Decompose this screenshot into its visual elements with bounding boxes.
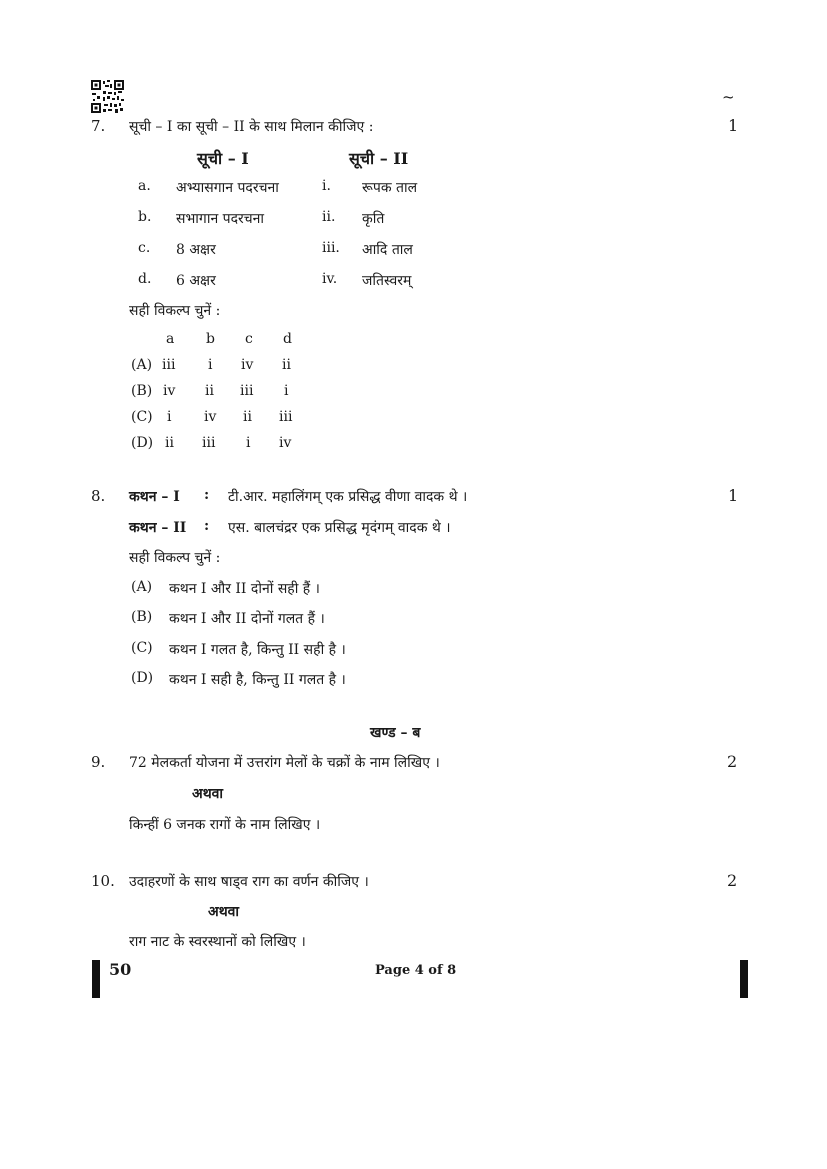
q7-row-a-right-label: i. — [322, 178, 331, 194]
q10-alternative: राग नाट के स्वरस्थानों को लिखिए । — [129, 934, 306, 950]
q7-row-d-right-label: iv. — [322, 271, 338, 287]
q7-row-c-label: c. — [138, 240, 151, 256]
q7-option-a-val-a: iii — [162, 357, 176, 373]
q9-text: 72 मेलकर्ता योजना में उत्तरांग मेलों के चक्रों के नाम लिखिए । — [129, 755, 440, 771]
section-title: खण्ड – ब — [370, 725, 421, 741]
q8-option-a-label: (A) — [131, 579, 153, 595]
q8-option-d-label: (D) — [131, 670, 154, 686]
footer-right-bar — [740, 960, 748, 998]
header-tilde: ~ — [722, 88, 735, 106]
q7-option-a-val-c: iv — [241, 357, 254, 373]
q7-option-c-val-d: iii — [279, 409, 293, 425]
q7-text: सूची – I का सूची – II के साथ मिलान कीजिए : — [129, 119, 374, 135]
q7-row-a-label: a. — [138, 178, 151, 194]
q7-option-c-label: (C) — [131, 409, 153, 425]
q8-option-b-text: कथन I और II दोनों गलत हैं । — [169, 611, 325, 627]
q7-opt-head-c: c — [245, 331, 253, 347]
q7-option-c-val-c: ii — [243, 409, 252, 425]
q7-opt-head-b: b — [206, 331, 215, 347]
q7-option-a-val-b: i — [208, 357, 213, 373]
q7-marks: 1 — [728, 116, 739, 135]
q8-option-c-label: (C) — [131, 640, 153, 656]
q7-col2-heading: सूची – II — [349, 149, 409, 168]
q7-row-b-right-label: ii. — [322, 209, 336, 225]
q7-option-d-val-b: iii — [202, 435, 216, 451]
q8-option-c-text: कथन I गलत है, किन्तु II सही है । — [169, 642, 346, 658]
q7-option-d-label: (D) — [131, 435, 154, 451]
q7-col1-heading: सूची – I — [197, 149, 249, 168]
q7-row-b-right-text: कृति — [362, 211, 385, 227]
q7-option-b-val-c: iii — [240, 383, 254, 399]
q9-alternative: किन्हीं 6 जनक रागों के नाम लिखिए । — [129, 817, 321, 833]
q7-option-d-val-d: iv — [279, 435, 292, 451]
q7-option-b-val-d: i — [284, 383, 289, 399]
q8-statement2-text: एस. बालचंद्रर एक प्रसिद्ध मृदंगम् वादक थे । — [228, 520, 451, 536]
q8-option-a-text: कथन I और II दोनों सही हैं । — [169, 581, 320, 597]
q8-option-b-label: (B) — [131, 609, 153, 625]
q7-row-c-text: 8 अक्षर — [176, 242, 216, 258]
q7-row-a-text: अभ्यासगान पदरचना — [176, 180, 279, 196]
q7-row-d-right-text: जतिस्वरम् — [362, 273, 412, 289]
q8-option-d-text: कथन I सही है, किन्तु II गलत है । — [169, 672, 346, 688]
q8-statement2-colon: : — [204, 518, 210, 534]
q9-marks: 2 — [727, 752, 738, 771]
q7-row-d-label: d. — [138, 271, 152, 287]
q7-option-a-label: (A) — [131, 357, 153, 373]
footer-page-number: Page 4 of 8 — [375, 963, 457, 978]
q7-number: 7. — [91, 117, 106, 135]
q7-option-a-val-d: ii — [282, 357, 291, 373]
q7-choose-prompt: सही विकल्प चुनें : — [129, 303, 221, 319]
q7-row-b-label: b. — [138, 209, 152, 225]
q8-statement1-label: कथन – I — [129, 489, 180, 505]
q7-option-c-val-b: iv — [204, 409, 217, 425]
q7-option-c-val-a: i — [167, 409, 172, 425]
q10-or: अथवा — [208, 904, 240, 920]
q7-row-b-text: सभागान पदरचना — [176, 211, 265, 227]
q8-number: 8. — [91, 487, 106, 505]
q10-marks: 2 — [727, 871, 738, 890]
q7-row-a-right-text: रूपक ताल — [362, 180, 418, 196]
q8-choose-prompt: सही विकल्प चुनें : — [129, 550, 221, 566]
q10-text: उदाहरणों के साथ षाड्व राग का वर्णन कीजिए । — [129, 874, 369, 890]
q7-row-c-right-text: आदि ताल — [362, 242, 413, 258]
qr-code — [91, 80, 124, 113]
q8-statement1-text: टी.आर. महालिंगम् एक प्रसिद्ध वीणा वादक थे । — [228, 489, 468, 505]
q7-option-b-val-b: ii — [205, 383, 214, 399]
q9-or: अथवा — [192, 786, 224, 802]
q7-opt-head-a: a — [166, 331, 175, 347]
q7-row-d-text: 6 अक्षर — [176, 273, 216, 289]
q7-option-d-val-c: i — [246, 435, 251, 451]
footer-left-bar — [92, 960, 100, 998]
q7-row-c-right-label: iii. — [322, 240, 340, 256]
q8-statement2-label: कथन – II — [129, 520, 187, 536]
q9-number: 9. — [91, 753, 106, 771]
q10-number: 10. — [91, 872, 115, 890]
q7-option-b-label: (B) — [131, 383, 153, 399]
q7-option-b-val-a: iv — [163, 383, 176, 399]
q8-statement1-colon: : — [204, 487, 210, 503]
q7-opt-head-d: d — [283, 331, 292, 347]
q7-option-d-val-a: ii — [165, 435, 174, 451]
q8-marks: 1 — [728, 486, 739, 505]
footer-code: 50 — [109, 960, 132, 979]
